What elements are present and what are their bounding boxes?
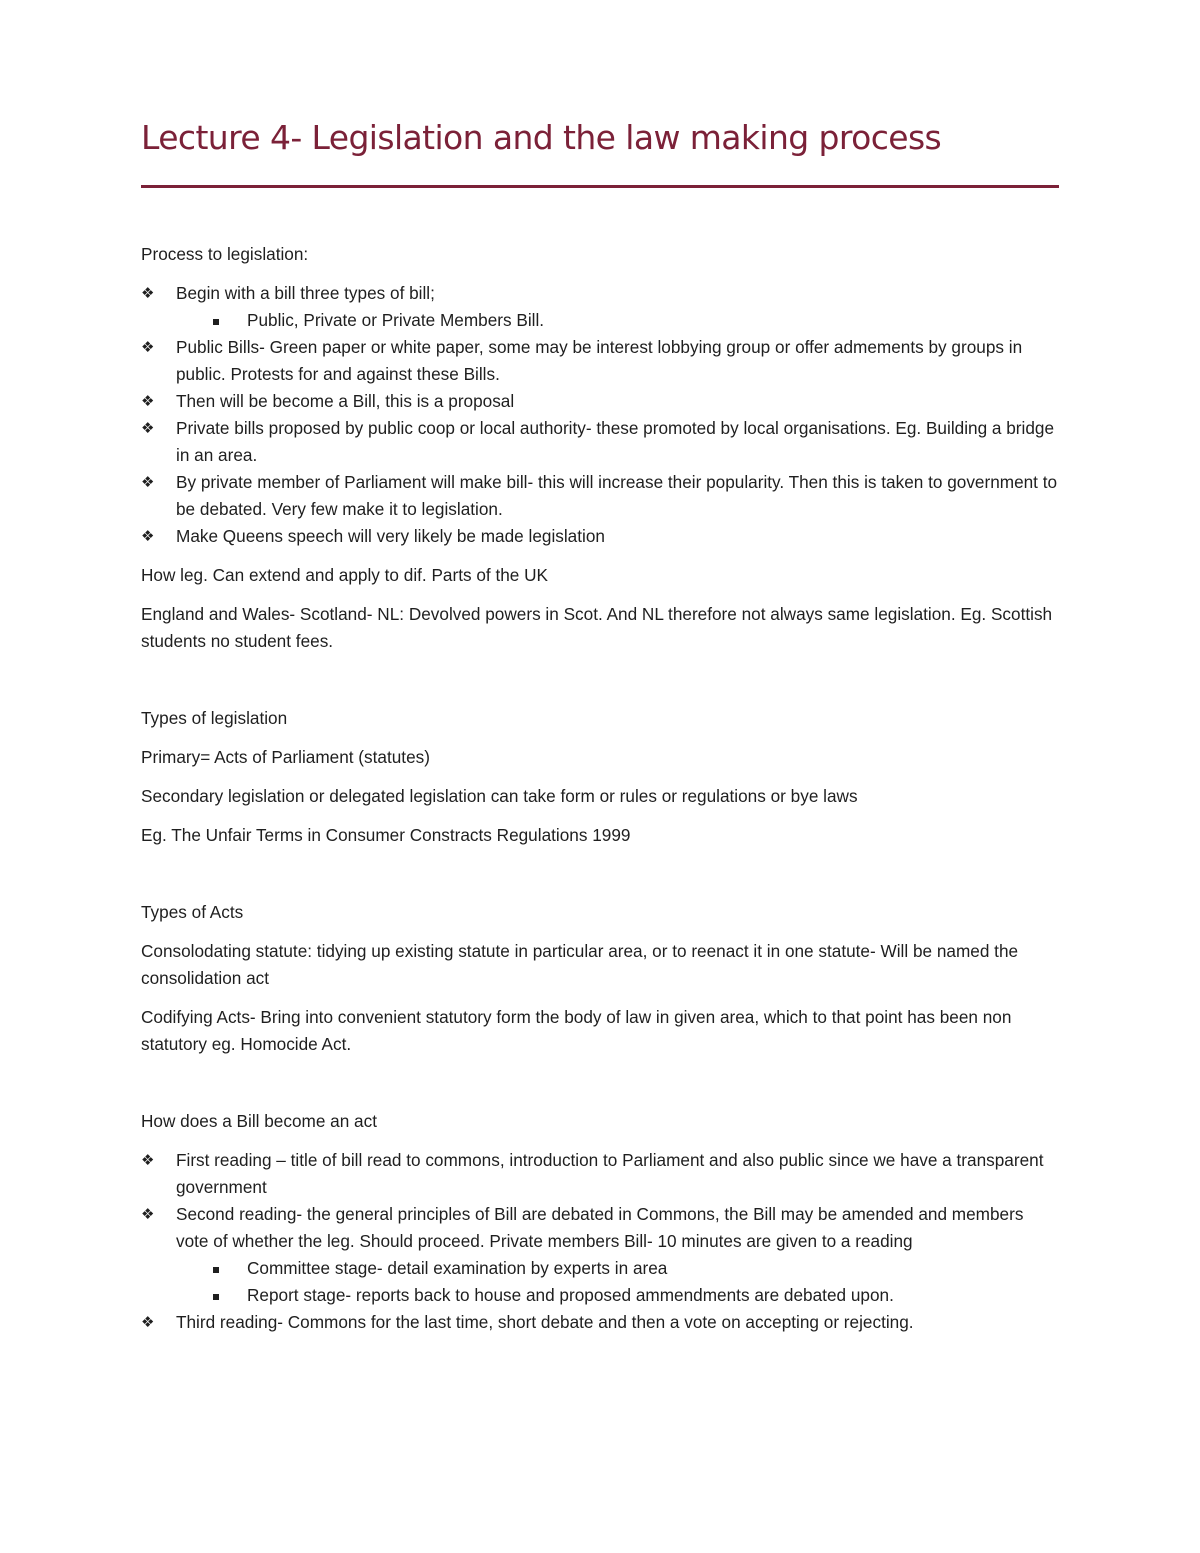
list-item	[141, 1147, 1059, 1201]
four-diamond-bullet-icon: ❖	[141, 339, 155, 356]
sub-list-item	[141, 1255, 1059, 1282]
list-item-text: Third reading- Commons for the last time, short debate and then a vote on accepting or rejecting.	[176, 1312, 914, 1332]
list-item-text: Then will be become a Bill, this is a proposal	[176, 391, 515, 411]
four-diamond-bullet-icon: ❖	[141, 1206, 155, 1223]
list-item-text: By private member of Parliament will make bill- this will increase their popularity. Then this is taken to government to be debated. Very few make it to legislation.	[176, 472, 1058, 519]
types-of-legislation-heading: Types of legislation	[141, 708, 288, 728]
title-rule	[141, 185, 1059, 188]
types-of-acts-heading: Types of Acts	[141, 902, 244, 922]
process-list	[141, 280, 1059, 550]
list-item	[141, 1201, 1059, 1309]
extend-paragraph: England and Wales- Scotland- NL: Devolved powers in Scot. And NL therefore not always same legislation. Eg. Scottish students no student fees.	[141, 604, 1053, 651]
list-item-text: Committee stage- detail examination by experts in area	[247, 1258, 668, 1278]
extend-heading: How leg. Can extend and apply to dif. Parts of the UK	[141, 565, 549, 585]
bill-to-act-heading: How does a Bill become an act	[141, 1111, 377, 1131]
sub-list-item	[141, 307, 1059, 334]
sub-list	[176, 1255, 1059, 1309]
list-item	[141, 1309, 1059, 1336]
four-diamond-bullet-icon: ❖	[141, 420, 155, 437]
four-diamond-bullet-icon: ❖	[141, 285, 155, 302]
section-spacer	[141, 1070, 1059, 1108]
sub-list	[176, 307, 1059, 334]
square-bullet-icon	[213, 1267, 219, 1273]
list-item-text: Make Queens speech will very likely be made legislation	[176, 526, 605, 546]
list-item	[141, 469, 1059, 523]
list-item-text: Public Bills- Green paper or white paper, some may be interest lobbying group or offer admements by groups in public. Protests for and against these Bills.	[176, 337, 1023, 384]
secondary-paragraph: Secondary legislation or delegated legislation can take form or rules or regulations or bye laws	[141, 786, 858, 806]
list-item	[141, 334, 1059, 388]
list-item	[141, 415, 1059, 469]
list-item	[141, 280, 1059, 334]
four-diamond-bullet-icon: ❖	[141, 393, 155, 410]
document-body	[141, 241, 1059, 1348]
square-bullet-icon	[213, 1294, 219, 1300]
list-item	[141, 523, 1059, 550]
list-item-text: Public, Private or Private Members Bill.	[247, 310, 545, 330]
sub-list-item	[141, 1282, 1059, 1309]
codifying-paragraph: Codifying Acts- Bring into convenient statutory form the body of law in given area, which to that point has been non statutory eg. Homocide Act.	[141, 1007, 1012, 1054]
four-diamond-bullet-icon: ❖	[141, 528, 155, 545]
section-spacer	[141, 861, 1059, 899]
bill-steps-list	[141, 1147, 1059, 1336]
list-item	[141, 388, 1059, 415]
list-item-text: Private bills proposed by public coop or local authority- these promoted by local organisations. Eg. Building a bridge in an area.	[176, 418, 1055, 465]
consolidating-paragraph: Consolodating statute: tidying up existing statute in particular area, or to reenact it in one statute- Will be named the consolidation act	[141, 941, 1019, 988]
section-spacer	[141, 667, 1059, 705]
list-item-text: Begin with a bill three types of bill;	[176, 283, 435, 303]
list-item-text: Second reading- the general principles of Bill are debated in Commons, the Bill may be amended and members vote of whether the leg. Should proceed. Private members Bill- 10 minutes are given to a reading	[176, 1204, 1024, 1251]
list-item-text: First reading – title of bill read to commons, introduction to Parliament and also public since we have a transparent government	[176, 1150, 1044, 1197]
square-bullet-icon	[213, 319, 219, 325]
list-item-text: Report stage- reports back to house and proposed ammendments are debated upon.	[247, 1285, 894, 1305]
primary-paragraph: Primary= Acts of Parliament (statutes)	[141, 747, 430, 767]
process-heading: Process to legislation:	[141, 244, 309, 264]
four-diamond-bullet-icon: ❖	[141, 1152, 155, 1169]
example-paragraph: Eg. The Unfair Terms in Consumer Constracts Regulations 1999	[141, 825, 631, 845]
page-title: Lecture 4- Legislation and the law making process	[141, 118, 942, 157]
four-diamond-bullet-icon: ❖	[141, 1314, 155, 1331]
four-diamond-bullet-icon: ❖	[141, 474, 155, 491]
